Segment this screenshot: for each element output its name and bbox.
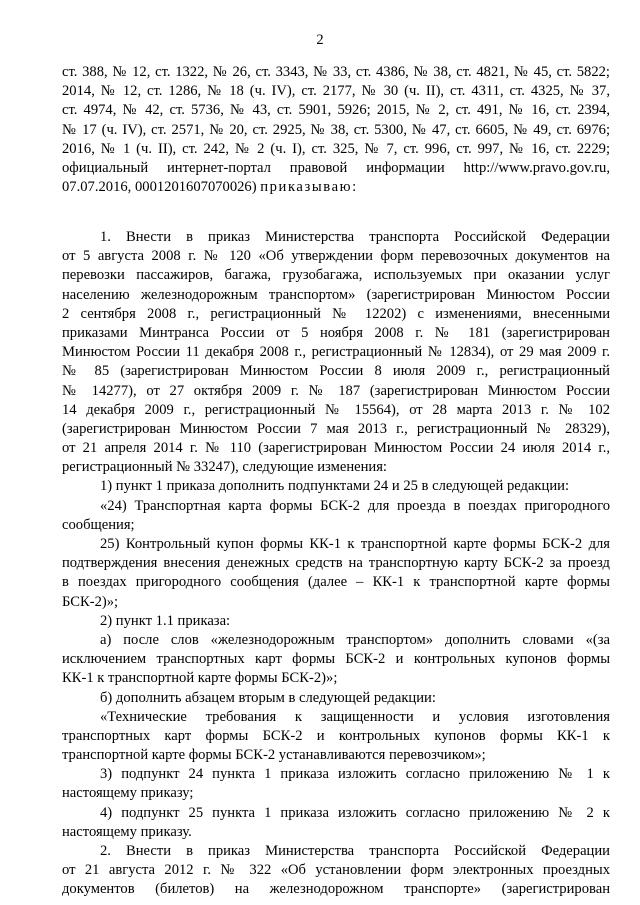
intro-paragraph [62, 63, 610, 197]
text-line: сообщения; [62, 516, 135, 533]
text-line: населению железнодорожным транспортом» (зарегистрирован Минюстом России [62, 286, 610, 303]
text-line: настоящему приказу. [62, 823, 192, 840]
text-line-prefix: 07.07.2016, 0001201607070026) [62, 179, 261, 196]
text-line: 1. Внести в приказ Министерства транспорта Российской Федерации [100, 229, 610, 245]
text-line: 2) пункт 1.1 приказа: [100, 612, 231, 629]
text-line: приказами Минтранса России от 5 ноября 2008 г. № 181 (зарегистрирован [62, 324, 610, 341]
text-line: «24) Транспортная карта формы БСК-2 для проезда в поездах пригородного [100, 497, 610, 514]
text-line: а) после слов «железнодорожным транспортом» дополнить словами «(за [100, 631, 610, 648]
text-line: от 21 августа 2012 г. № 322 «Об установлении форм электронных проездных [62, 862, 610, 879]
text-line: № 14277), от 27 октября 2009 г. № 187 (зарегистрирован Минюстом России [62, 382, 610, 399]
text-line: настоящему приказу; [62, 785, 194, 802]
text-line: 1) пункт 1 приказа дополнить подпунктами 24 и 25 в следующей редакции: [100, 478, 570, 495]
text-line: транспортных карт формы БСК-2 и контрольных купонов формы КК-1 к [62, 727, 610, 744]
text-line: исключением транспортных карт формы БСК-2 и контрольных купонов формы [62, 651, 610, 668]
text-line: от 5 августа 2008 г. № 120 «Об утверждении форм перевозочных документов на [62, 248, 610, 265]
text-line: 14 декабря 2009 г., регистрационный № 15564), от 28 марта 2013 г. № 102 [62, 401, 610, 418]
text-line: подтверждения внесения денежных средств на транспортную карту БСК-2 за проезд [62, 555, 610, 572]
text-line: 2 сентября 2008 г., регистрационный № 12202) с изменениями, внесенными [62, 305, 610, 322]
page-number: 2 [316, 32, 324, 48]
text-line: 4) подпункт 25 пункта 1 приказа изложить согласно приложению № 2 к [100, 804, 610, 821]
text-line: 2. Внести в приказ Министерства транспорта Российской Федерации [100, 843, 610, 859]
text-line: в поездах пригородного сообщения (далее – КК-1 к транспортной карте формы [62, 574, 610, 591]
text-line: (зарегистрирован Минюстом России 7 мая 2013 г., регистрационный № 28329), [62, 420, 610, 437]
text-line: регистрационный № 33247), следующие изменения: [62, 459, 387, 476]
text-line: ст. 4974, № 42, ст. 5736, № 43, ст. 5901, 5926; 2015, № 2, ст. 491, № 16, ст. 2394, [62, 102, 610, 119]
text-line: от 21 апреля 2014 г. № 110 (зарегистрирован Минюстом России 24 июля 2014 г., [62, 440, 610, 457]
text-line: документов (билетов) на железнодорожном транспорте» (зарегистрирован [62, 881, 610, 898]
text-line: КК-1 к транспортной карте формы БСК-2)»; [62, 670, 338, 687]
text-line: № 17 (ч. IV), ст. 2571, № 20, ст. 2925, № 38, ст. 5300, № 47, ст. 6605, № 49, ст. 6976; [62, 121, 610, 138]
text-line: 2016, № 1 (ч. II), ст. 242, № 2 (ч. I), ст. 325, № 7, ст. 996, ст. 997, № 16, ст. 2229; [62, 140, 610, 157]
text-line: БСК-2)»; [62, 593, 119, 610]
text-line: ст. 388, № 12, ст. 1322, № 26, ст. 3343, № 33, ст. 4386, № 38, ст. 4821, № 45, ст. 5822; [62, 64, 610, 80]
text-line: «Технические требования к защищенности и условия изготовления [100, 708, 610, 725]
decree-word: приказываю: [260, 179, 358, 196]
text-line: б) дополнить абзацем вторым в следующей редакции: [100, 689, 436, 706]
text-line: 25) Контрольный купон формы КК-1 к транспортной карте формы БСК-2 для [100, 536, 610, 552]
text-line: 2014, № 12, ст. 1286, № 18 (ч. IV), ст. 2177, № 30 (ч. II), ст. 4311, ст. 4325, № 37, [62, 83, 610, 100]
text-line: перевозки пассажиров, багажа, грузобагажа, используемых при оказании услуг [62, 267, 610, 284]
text-line: официальный интернет-портал правовой информации http://www.pravo.gov.ru, [62, 159, 610, 176]
text-line: 3) подпункт 24 пункта 1 приказа изложить согласно приложению № 1 к [100, 766, 610, 783]
text-line [62, 178, 610, 197]
main-body [62, 228, 610, 900]
text-line: Минюстом России 11 декабря 2008 г., регистрационный № 12834), от 29 мая 2009 г. [62, 344, 610, 361]
text-line: транспортной карте формы БСК-2 устанавливаются перевозчиком»; [62, 747, 486, 764]
text-line: № 85 (зарегистрирован Минюстом России 8 июля 2009 г., регистрационный [62, 363, 610, 380]
